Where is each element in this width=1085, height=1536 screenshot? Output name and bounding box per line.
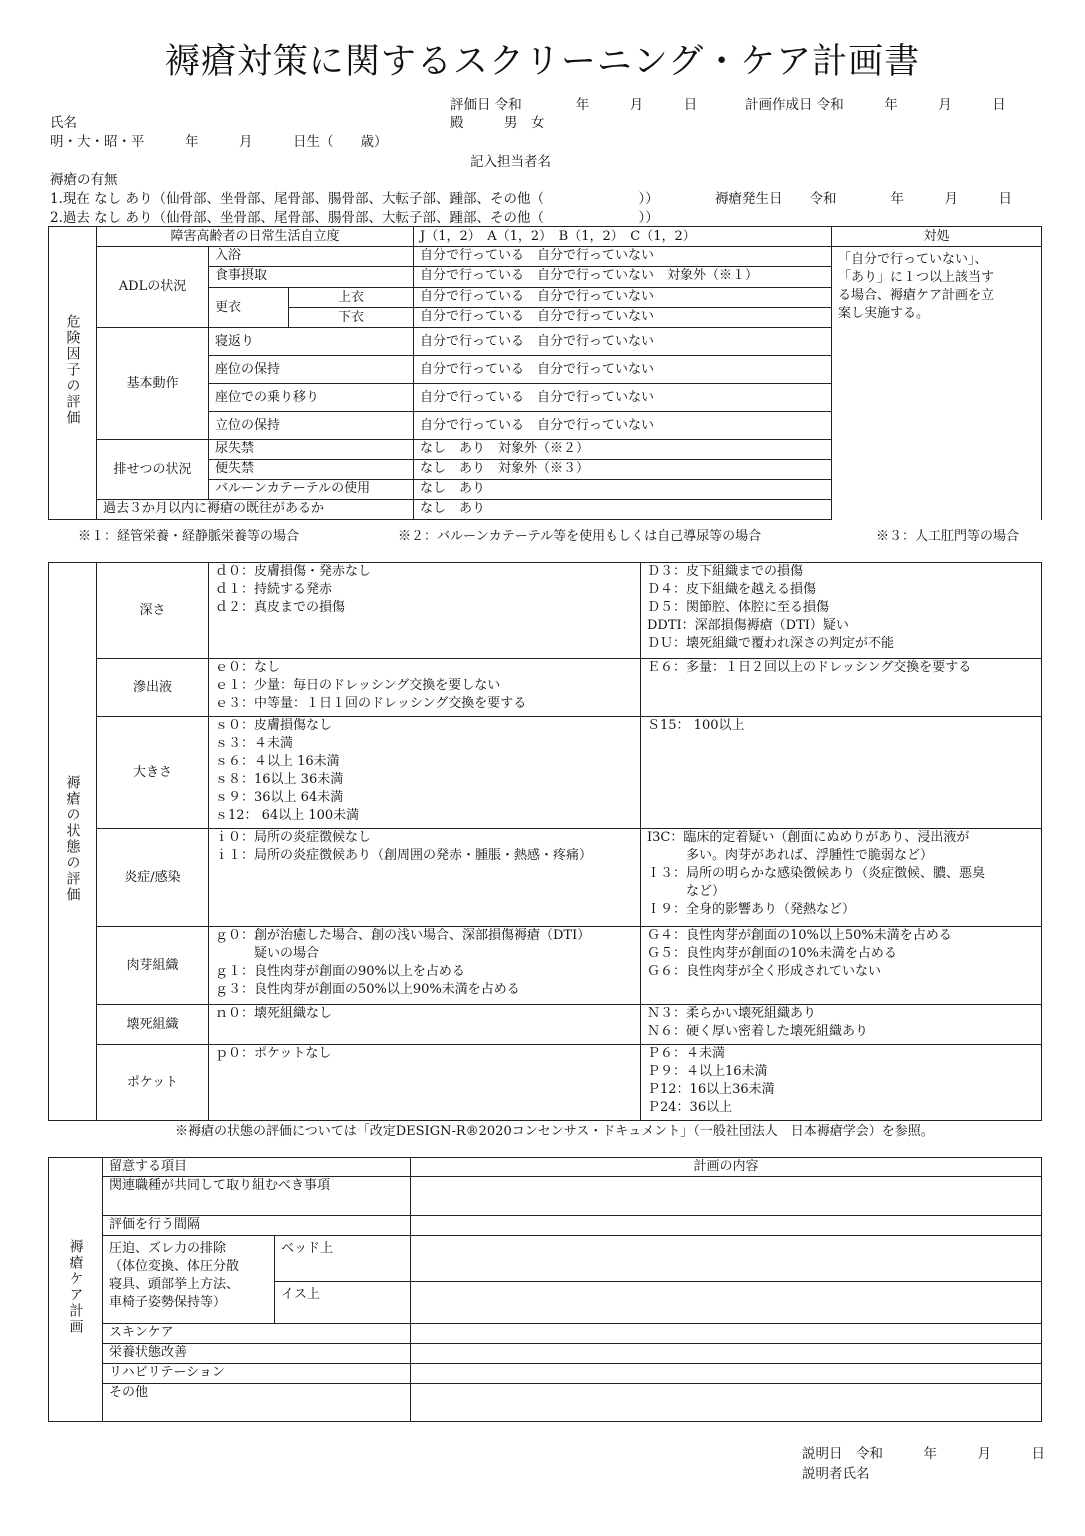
nutrition-plan[interactable] — [411, 1344, 1042, 1364]
sit-keep-label: 座位の保持 — [209, 356, 414, 384]
cooperation-plan[interactable] — [411, 1177, 1042, 1216]
action-header: 対処 — [832, 227, 1042, 247]
plan-header: 計画の内容 — [411, 1158, 1042, 1177]
basic-label: 基本動作 — [97, 328, 209, 440]
adl-label: ADLの状況 — [97, 247, 209, 328]
meal-answer: 自分で行っている 自分で行っていない 対象外（※１） — [414, 267, 832, 288]
action-text: 「自分で行っていない」、 「あり」に１つ以上該当す る場合、褥瘡ケア計画を立 案し実施する。 — [832, 247, 1042, 520]
history-label: 褥瘡の有無 — [50, 172, 118, 188]
stand-keep-answer: 自分で行っている 自分で行っていない — [414, 412, 832, 440]
plan-date: 計画作成日 令和 年 月 日 — [745, 97, 1006, 113]
past3-label: 過去３か月以内に褥瘡の既往があるか — [97, 500, 414, 520]
risk-side-label: 危険因子の評価 — [49, 227, 97, 520]
exudate-label: 滲出液 — [97, 659, 209, 717]
rehab-plan[interactable] — [411, 1364, 1042, 1384]
bath-answer: 自分で行っている 自分で行っていない — [414, 247, 832, 267]
excretion-label: 排せつの状況 — [97, 440, 209, 500]
upper-answer: 自分で行っている 自分で行っていない — [414, 288, 832, 308]
history-current: 1.現在 なし あり（仙骨部、坐骨部、尾骨部、腸骨部、大転子部、踵部、その他（ ）） — [50, 191, 659, 207]
balloon-label: バルーンカテーテルの使用 — [209, 480, 414, 500]
explain-date: 説明日 令和 年 月 日 — [802, 1446, 1045, 1462]
upper-label: 上衣 — [289, 288, 414, 308]
recorder-label: 記入担当者名 — [470, 154, 551, 170]
infection-label: 炎症/感染 — [97, 829, 209, 927]
balloon-answer: なし あり — [414, 480, 832, 500]
sit-transfer-label: 座位での乗り移り — [209, 384, 414, 412]
turn-answer: 自分で行っている 自分で行っていない — [414, 328, 832, 356]
infection-left: ｉ０：局所の炎症徴候なし ｉ１：局所の炎症徴候あり（創周囲の発赤・腫脹・熱感・疼痛） — [209, 829, 641, 927]
depth-label: 深さ — [97, 563, 209, 659]
rehab-label: リハビリテーション — [103, 1364, 411, 1384]
skin-plan[interactable] — [411, 1324, 1042, 1344]
independence-label: 障害高齢者の日常生活自立度 — [97, 227, 414, 247]
size-left: ｓ０：皮膚損傷なし ｓ３：４未満 ｓ６：４以上 16未満 ｓ８：16以上 36未満 ｓ９：36以上 64未満 ｓ12： 64以上 100未満 — [209, 717, 641, 829]
necrosis-label: 壊死組織 — [97, 1005, 209, 1045]
granulation-right: Ｇ４：良性肉芽が創面の10%以上50%未満を占める Ｇ５：良性肉芽が創面の10%未満を占める Ｇ６：良性肉芽が全く形成されていない — [641, 927, 1042, 1005]
other-label: その他 — [103, 1384, 411, 1422]
stool-answer: なし あり 対象外（※３） — [414, 460, 832, 480]
turn-label: 寝返り — [209, 328, 414, 356]
depth-left: ｄ０：皮膚損傷・発赤なし ｄ１：持続する発赤 ｄ２：真皮までの損傷 — [209, 563, 641, 659]
item-header: 留意する項目 — [103, 1158, 411, 1177]
care-table — [48, 1157, 1042, 1422]
cooperation-label: 関連職種が共同して取り組むべき事項 — [103, 1177, 411, 1216]
pressure-label: 圧迫、ズレ力の排除 （体位変換、体圧分散 寝具、頭部挙上方法、 車椅子姿勢保持等） — [103, 1236, 275, 1324]
past3-answer: なし あり — [414, 500, 832, 520]
care-side-label: 褥瘡ケア計画 — [49, 1158, 103, 1422]
note-2: ※２：バルーンカテーテル等を使用もしくは自己導尿等の場合 — [398, 529, 762, 544]
dono-gender: 殿 男 女 — [450, 115, 545, 131]
size-label: 大きさ — [97, 717, 209, 829]
dress-label: 更衣 — [209, 288, 289, 328]
skin-label: スキンケア — [103, 1324, 411, 1344]
necrosis-right: Ｎ３：柔らかい壊死組織あり Ｎ６：硬く厚い密着した壊死組織あり — [641, 1005, 1042, 1045]
stool-label: 便失禁 — [209, 460, 414, 480]
note-1: ※１：経管栄養・経静脈栄養等の場合 — [78, 529, 300, 544]
explainer-name: 説明者氏名 — [802, 1466, 870, 1482]
lower-answer: 自分で行っている 自分で行っていない — [414, 308, 832, 328]
state-footnote: ※褥瘡の状態の評価については「改定DESIGN-R®2020コンセンサス・ドキュメント」（一般社団法人 日本褥瘡学会）を参照。 — [175, 1124, 934, 1139]
birth-date: 明・大・昭・平 年 月 日生（ 歳） — [50, 134, 388, 150]
infection-right: I3C：臨床的定着疑い（創面にぬめりがあり、浸出液が 多い。肉芽があれば、浮腫性で脆弱など） Ｉ３：局所の明らかな感染徴候あり（炎症徴候、膿、悪臭 など） Ｉ９：全身的影響あり（発熱など） — [641, 829, 1042, 927]
interval-plan[interactable] — [411, 1216, 1042, 1236]
eval-date: 評価日 令和 年 月 日 — [450, 97, 698, 113]
urine-answer: なし あり 対象外（※２） — [414, 440, 832, 460]
chair-plan[interactable] — [411, 1282, 1042, 1324]
necrosis-left: ｎ０：壊死組織なし — [209, 1005, 641, 1045]
pocket-label: ポケット — [97, 1045, 209, 1121]
sit-keep-answer: 自分で行っている 自分で行っていない — [414, 356, 832, 384]
name-label: 氏名 — [50, 115, 77, 131]
bed-label: ベッド上 — [275, 1236, 411, 1282]
granulation-label: 肉芽組織 — [97, 927, 209, 1005]
bath-label: 入浴 — [209, 247, 414, 267]
other-plan[interactable] — [411, 1384, 1042, 1422]
urine-label: 尿失禁 — [209, 440, 414, 460]
note-3: ※３：人工肛門等の場合 — [876, 529, 1020, 544]
nutrition-label: 栄養状態改善 — [103, 1344, 411, 1364]
page-title: 褥瘡対策に関するスクリーニング・ケア計画書 — [164, 42, 921, 82]
granulation-left: ｇ０：創が治癒した場合、創の浅い場合、深部損傷褥瘡（DTI） 疑いの場合 ｇ１：良性肉芽が創面の90%以上を占める ｇ３：良性肉芽が創面の50%以上90%未満を占める — [209, 927, 641, 1005]
pocket-right: Ｐ６：４未満 Ｐ９：４以上16未満 Ｐ12：16以上36未満 Ｐ24：36以上 — [641, 1045, 1042, 1121]
depth-right: Ｄ３：皮下組織までの損傷 Ｄ４：皮下組織を越える損傷 Ｄ５：関節腔、体腔に至る損傷 DDTI：深部損傷褥瘡（DTI）疑い ＤＵ：壊死組織で覆われ深さの判定が不能 — [641, 563, 1042, 659]
state-table — [48, 562, 1042, 1121]
risk-table — [48, 226, 1042, 520]
sit-transfer-answer: 自分で行っている 自分で行っていない — [414, 384, 832, 412]
lower-label: 下衣 — [289, 308, 414, 328]
pocket-left: ｐ０：ポケットなし — [209, 1045, 641, 1121]
onset-date: 褥瘡発生日 令和 年 月 日 — [715, 191, 1012, 207]
exudate-right: Ｅ６：多量：１日２回以上のドレッシング交換を要する — [641, 659, 1042, 717]
size-right: Ｓ15： 100以上 — [641, 717, 1042, 829]
stand-keep-label: 立位の保持 — [209, 412, 414, 440]
exudate-left: ｅ０：なし ｅ１：少量：毎日のドレッシング交換を要しない ｅ３：中等量：１日１回のドレッシング交換を要する — [209, 659, 641, 717]
meal-label: 食事摂取 — [209, 267, 414, 288]
independence-value: J（1，2） A（1，2） B（1，2） C（1，2） — [414, 227, 832, 247]
interval-label: 評価を行う間隔 — [103, 1216, 411, 1236]
chair-label: イス上 — [275, 1282, 411, 1324]
state-side-label: 褥瘡の状態の評価 — [49, 563, 97, 1121]
history-past: 2.過去 なし あり（仙骨部、坐骨部、尾骨部、腸骨部、大転子部、踵部、その他（ ）） — [50, 210, 659, 226]
bed-plan[interactable] — [411, 1236, 1042, 1282]
